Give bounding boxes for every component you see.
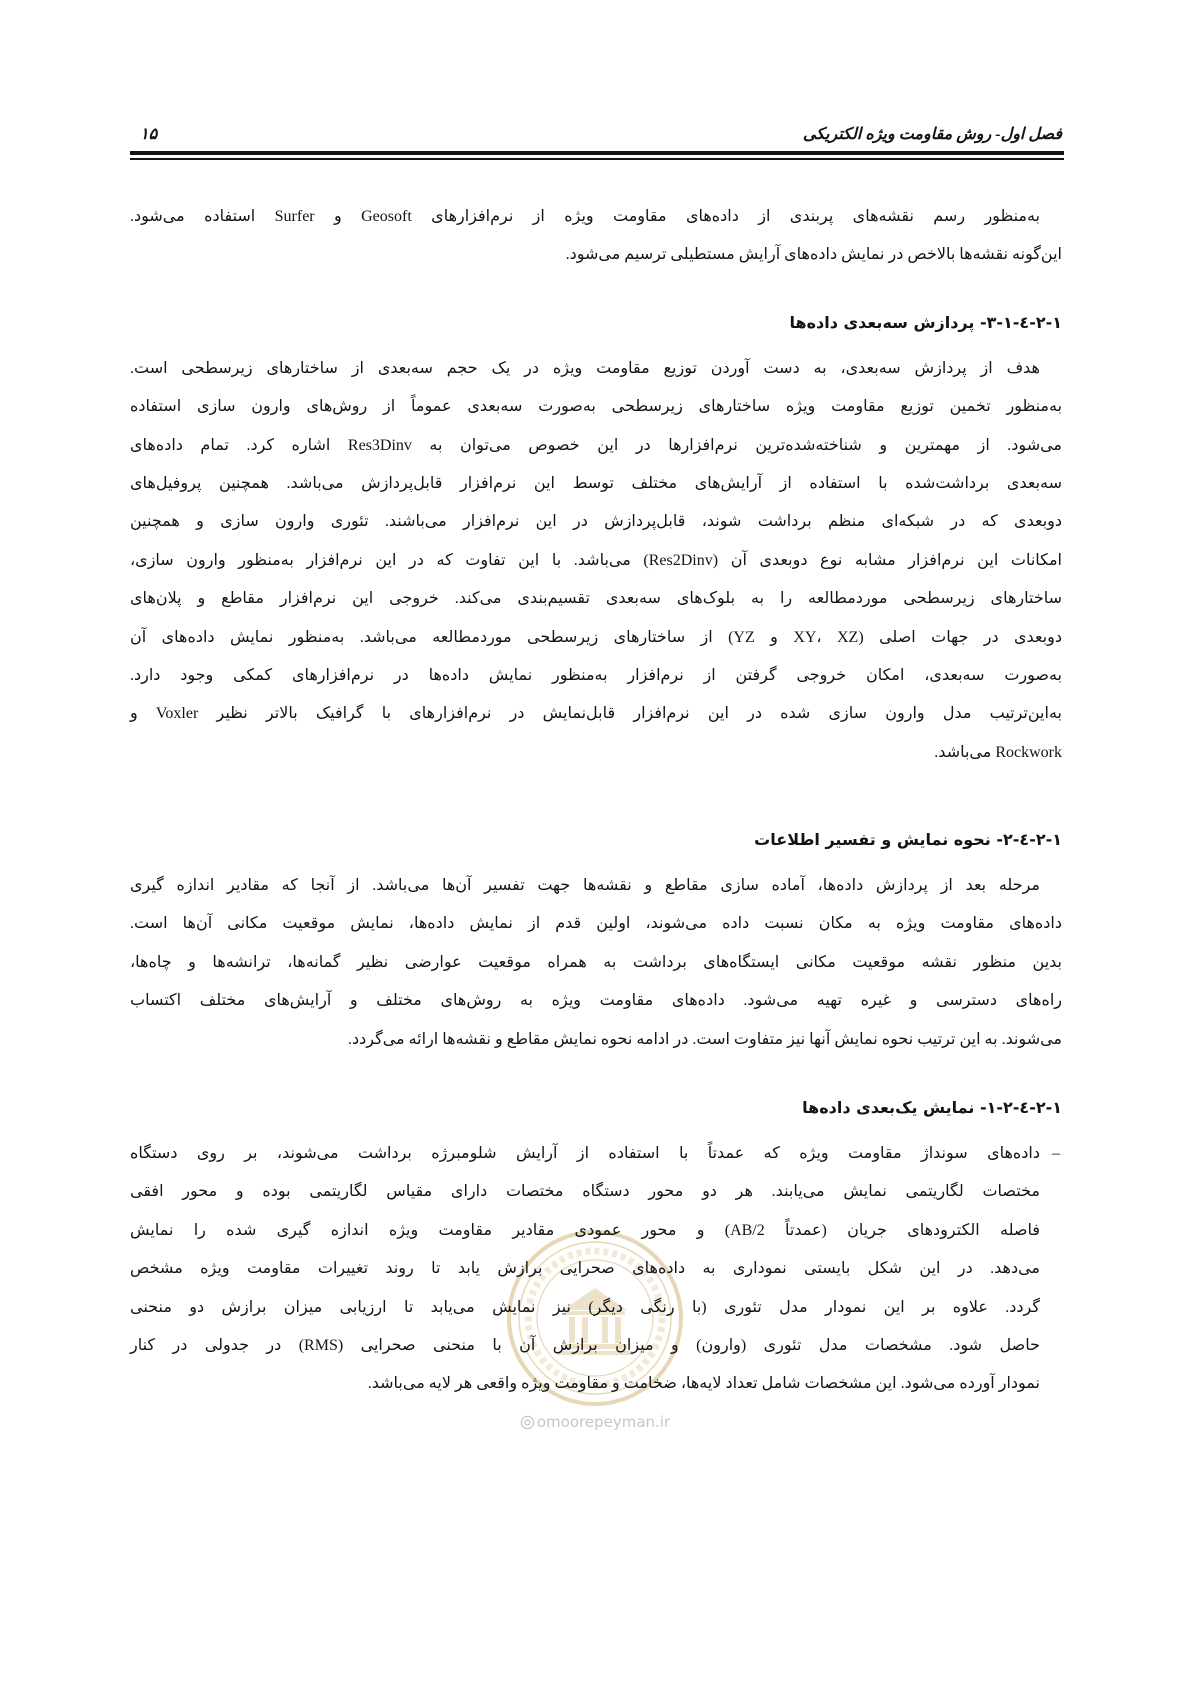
text-line: به‌منظور رسم نقشه‌های پربندی از داده‌های مقاومت ویژه از نرم‌افزارهای Geosoft و Surfer استفاده می‌شود. (130, 208, 1041, 225)
header-rule-thin (130, 158, 1064, 160)
text-line: مرحله بعد از پردازش داده‌ها، آماده سازی مقاطع و نقشه‌ها جهت تفسیر آن‌ها می‌باشد. از آنجا که مقادیر اندازه گیری (130, 876, 1040, 894)
section-number: ۱-۲-٤-۲-۱- (979, 1097, 1062, 1117)
text-line: امکانات این نرم‌افزار مشابه نوع دوبعدی آن (Res2Dinv) می‌باشد. با این تفاوت که در این نرم‌افزار به‌منظور وارون سازی، (130, 551, 1062, 569)
text-line: می‌شوند. به این ترتیب نحوه نمایش آنها نیز متفاوت است. در ادامه نحوه نمایش مقاطع و نقشه‌ها ارائه می‌گردد. (348, 1030, 1062, 1048)
text-line: مختصات لگاریتمی نمایش می‌یابند. هر دو محور دستگاه مختصات دارای مقیاس لگاریتمی بوده و محور افقی (130, 1183, 1040, 1201)
text-line: می‌شود. از مهمترین و شناخته‌شده‌ترین نرم‌افزارها در این خصوص می‌توان به Res3Dinv اشاره کرد. تمام داده‌های (130, 436, 1063, 454)
text-line: به‌منظور تخمین توزیع مقاومت ویژه ساختارهای زیرسطحی به‌صورت سه‌بعدی عموماً از روش‌های وارون سازی استفاده (130, 398, 1062, 416)
paragraph-display (130, 867, 1062, 1059)
text-line: فاصله الکترودهای جریان (عمدتاً AB/2) و محور عمودی مقادیر مقاومت ویژه اندازه گیری شده را نمایش (130, 1221, 1040, 1239)
text-line: ساختارهای زیرسطحی موردمطالعه را به بلوک‌های سه‌بعدی تقسیم‌بندی می‌کند. خروجی این نرم‌افزار مقاطع و پلان‌های (130, 590, 1062, 608)
text-line: به‌صورت سه‌بعدی، امکان خروجی گرفتن از نرم‌افزار به‌منظور نمایش داده‌ها در نرم‌افزارهای کمکی وجود دارد. (130, 667, 1063, 685)
text-line: راه‌های دسترسی و غیره تهیه می‌شود. داده‌های مقاومت ویژه به روش‌های مختلف و آرایش‌های مختلف اکتساب (130, 992, 1062, 1010)
section-heading-display (130, 821, 1062, 859)
text-line: داده‌های سونداژ مقاومت ویژه که عمدتاً با استفاده از آرایش شلومبرژه برداشت می‌شوند، بر روی دستگاه (130, 1144, 1041, 1162)
text-line: سه‌بعدی برداشت‌شده با استفاده از آرایش‌های مختلف توسط این نرم‌افزار قابل‌پردازش می‌باشد. همچنین پروفیل‌های (130, 475, 1062, 493)
bullet-item (130, 1135, 1062, 1404)
text-line: دوبعدی در جهات اصلی (XY، XZ و YZ) از ساختارهای زیرسطحی موردمطالعه می‌باشد. به‌منظور نمایش داده‌های آن (130, 628, 1062, 646)
text-line: هدف از پردازش سه‌بعدی، به دست آوردن توزیع مقاومت ویژه در یک حجم سه‌بعدی از ساختارهای زیرسطحی است. (130, 359, 1040, 377)
intro-paragraph (130, 198, 1062, 275)
section-heading-1d-display (130, 1089, 1062, 1127)
watermark-site (470, 1410, 720, 1434)
at-sign-icon (520, 1415, 535, 1430)
watermark-site-text: omoorepeyman.ir (536, 1413, 671, 1431)
text-line: دوبعدی که در شبکه‌ای منظم برداشت شوند، قابل‌پردازش در این نرم‌افزار می‌باشند. تئوری وارون سازی و همچنین (130, 513, 1062, 531)
text-line: گردد. علاوه بر این نمودار مدل تئوری (با رنگی دیگر) نیز نمایش می‌یابد تا ارزیابی میزان برازش دو منحنی (130, 1298, 1041, 1316)
text-line: به‌این‌ترتیب مدل وارون سازی شده در این نرم‌افزار قابل‌نمایش در نرم‌افزارهای با گرافیک بالاتر نظیر Voxler و (130, 705, 1062, 723)
section-number: ۱-۲-٤-۱-۳- (979, 312, 1062, 332)
text-line: حاصل شود. مشخصات مدل تئوری (وارون) و میزان برازش آن با منحنی صحرایی (RMS) در جدولی در کنار (130, 1336, 1040, 1354)
text-line: نمودار آورده می‌شود. این مشخصات شامل تعداد لایه‌ها، ضخامت و مقاومت ویژه واقعی هر لایه می‌باشد. (367, 1375, 1040, 1393)
chapter-title: فصل اول- روش مقاومت ویژه الکتریکی (802, 126, 1062, 143)
section-title: نمایش یک‌بعدی داده‌ها (802, 1097, 975, 1117)
text-line: این‌گونه نقشه‌ها بالاخص در نمایش داده‌های آرایش مستطیلی ترسیم می‌شود. (565, 246, 1062, 264)
text-line: Rockwork می‌باشد. (934, 743, 1062, 761)
bullet-dash: – (1052, 1144, 1060, 1162)
text-line: بدین منظور نقشه موقعیت مکانی ایستگاه‌های برداشت به همراه موقعیت عوارضی نظیر گمانه‌ها، ترانشه‌ها و چاه‌ها، (130, 953, 1063, 971)
header-rule-thick (130, 151, 1064, 155)
section-heading-3d-processing (130, 304, 1062, 342)
page-content (130, 198, 1062, 1404)
text-line: داده‌های مقاومت ویژه به مکان نسبت داده می‌شوند، اولین قدم از نمایش داده‌ها، نمایش موقعیت مکانی آن‌ها است. (130, 915, 1062, 933)
section-number: ۱-۲-٤-۲- (996, 829, 1062, 849)
page-number: ۱۵ (140, 126, 158, 143)
section-title: نحوه نمایش و تفسیر اطلاعات (754, 829, 991, 849)
section-title: پردازش سه‌بعدی داده‌ها (789, 312, 975, 332)
paragraph-3d-processing (130, 350, 1062, 772)
text-line: می‌دهد. در این شکل بایستی نموداری به داده‌های صحرایی برازش یابد تا روند تغییرات مقاومت ویژه مشخص (130, 1260, 1040, 1278)
